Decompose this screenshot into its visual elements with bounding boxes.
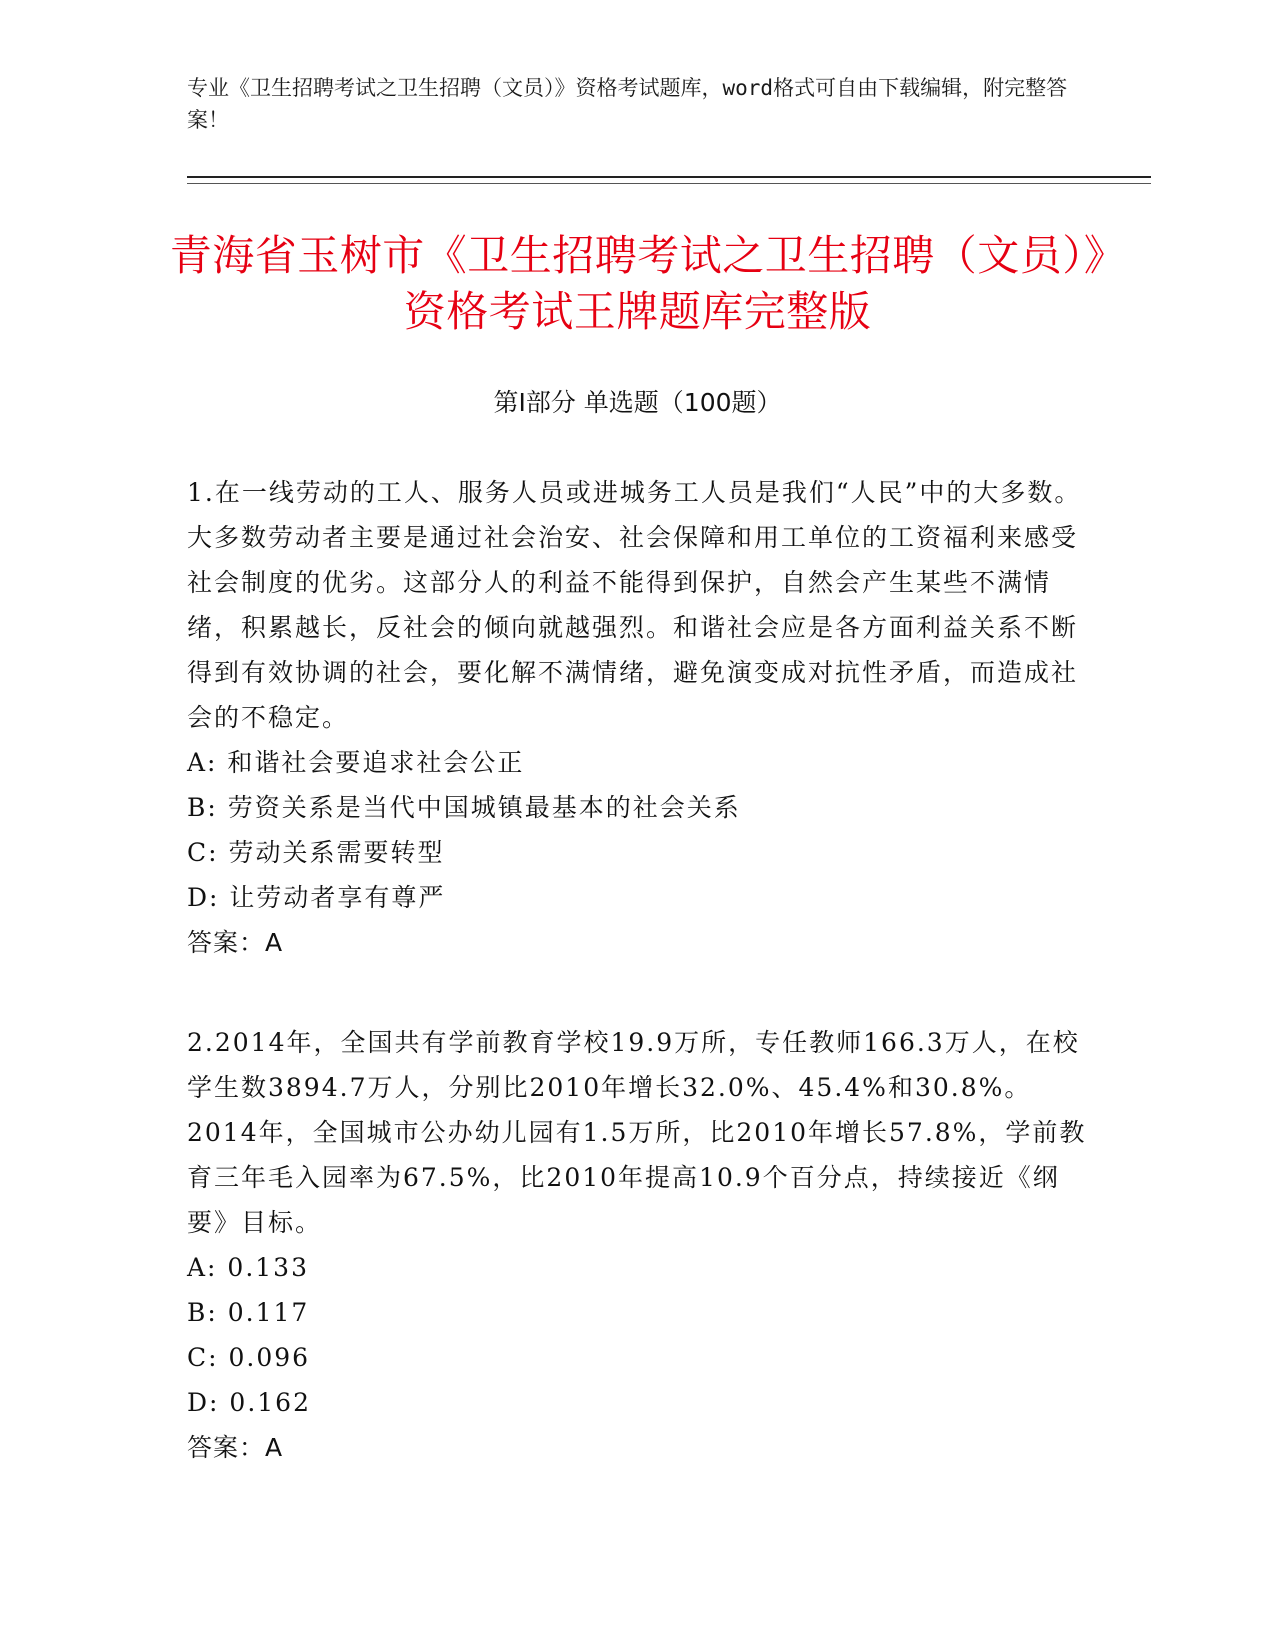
option-d: D: 0.162 xyxy=(187,1388,311,1417)
option-a: A: 和谐社会要追求社会公正 xyxy=(187,748,525,777)
answer: 答案：A xyxy=(187,928,284,957)
question-1 xyxy=(187,470,1087,965)
question-2 xyxy=(187,1020,1087,1470)
option-b: B: 劳资关系是当代中国城镇最基本的社会关系 xyxy=(187,793,741,822)
document-title: 青海省玉树市《卫生招聘考试之卫生招聘（文员）》资格考试王牌题库完整版 xyxy=(169,231,1106,336)
option-d: D: 让劳动者享有尊严 xyxy=(187,883,446,912)
answer: 答案：A xyxy=(187,1433,284,1462)
header-note: 专业《卫生招聘考试之卫生招聘（文员）》资格考试题库，word格式可自由下载编辑，附完整答案！ xyxy=(187,76,1068,132)
option-b: B: 0.117 xyxy=(187,1298,310,1327)
option-c: C: 0.096 xyxy=(187,1343,311,1372)
option-a: A: 0.133 xyxy=(187,1253,309,1282)
header-divider-thick xyxy=(187,176,1151,178)
question-stem: 2.2014年，全国共有学前教育学校19.9万所，专任教师166.3万人，在校学生数3894.7万人，分别比2010年增长32.0%、45.4%和30.8%。2014年，全国城市公办幼儿园有1.5万所，比2010年增长57.8%，学前教育三年毛入园率为67.5%，比2010年提高10.9个百分点，持续接近《纲要》目标。 xyxy=(187,1028,1087,1237)
section-title: 第Ⅰ部分 单选题（100题） xyxy=(493,388,782,417)
header-divider-thin xyxy=(187,183,1151,184)
option-c: C: 劳动关系需要转型 xyxy=(187,838,445,867)
question-stem: 1.在一线劳动的工人、服务人员或进城务工人员是我们“人民”中的大多数。大多数劳动者主要是通过社会治安、社会保障和用工单位的工资福利来感受社会制度的优劣。这部分人的利益不能得到保护，自然会产生某些不满情绪，积累越长，反社会的倾向就越强烈。和谐社会应是各方面利益关系不断得到有效协调的社会，要化解不满情绪，避免演变成对抗性矛盾，而造成社会的不稳定。 xyxy=(187,478,1082,732)
